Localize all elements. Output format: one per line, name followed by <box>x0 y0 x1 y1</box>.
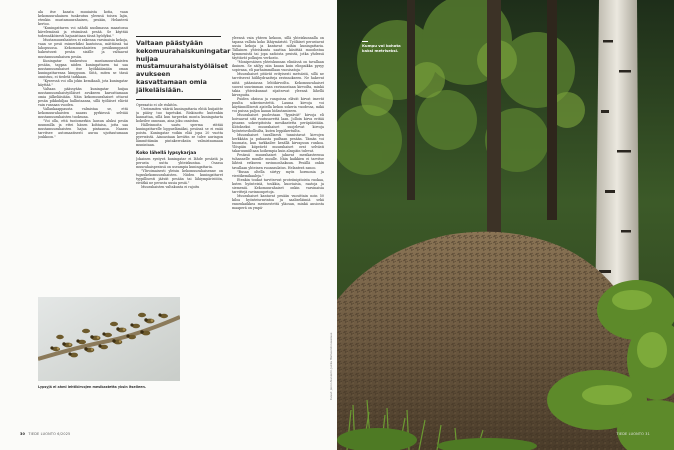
body-paragraph: yleensä vain yhteen kekoon, sillä yhteiskunnalla on tapana vallata koko lähiymäristö. Työläiset perustavat uusia kekoja ja kantavat niihin kuningattaria. Tällainen yhteiskunta saattaa käsittää muodostua kymmenistä tai jopa sadoista pesistä, jotka yhdessä täyttävät polkujen verkosto. <box>232 36 324 61</box>
left-footer <box>20 432 70 436</box>
right-footer: TIEDE LUONTO 31 <box>616 432 650 436</box>
ants-photo <box>38 297 180 381</box>
photo-credit: Kuvat: Jenni Alaniemi, Jukka Hämeenlinnaselaus <box>329 332 333 400</box>
left-column-2 <box>136 103 223 278</box>
footer-publication: TIEDE LUONTO 6/2025 <box>28 432 71 436</box>
section-heading: Koko lähellä lypsykarjaa <box>136 150 197 156</box>
body-paragraph: Etenkin toukat tarvitsevat proteiinipitoista ruokaa, kuten hyönteisiä, toukkia, kuoriaisia, raatoja ja siemeniä. Kekomuurahaiset onkin varsinaisia tarvittejä ravinnonpetoja. <box>232 177 324 194</box>
page-number-left: 30 <box>20 432 26 436</box>
anthill-image <box>337 0 674 450</box>
ants-photo-caption <box>38 385 188 389</box>
body-paragraph: Valtaan päässyään kuningatar huijaa mustamuurahaistyöläiset avukseen kasvattamaan omia jälkeläisiään. Näin kekomuurahaiset ottavat pesän pikkuhiljaa hallintaansa, sillä työläiset elävät vain runsaan vuoden. <box>38 86 128 108</box>
body-paragraph: Pesässä muurahaiset jakavat mesikasteensa tuhannelle muulle muulle. Näin kaikkien ei tarvitse lähteä erikseen ravinnonhakuun. Pesällä onkin tavallaan yhteinen ruoansulatus. Helanterä sanoo. <box>232 153 324 170</box>
right-text-column <box>232 36 324 431</box>
anthill-forest-photo <box>337 0 674 450</box>
body-paragraph: Mustamuurahaisten ei rakenna varsinaisia kekoja, vaan se pesii esimerkiksi kantoissa, mättäissä tai lahopuussa. Kekomuurahaisten pesäkumppanit hakeutuvat pesän sisälle ja valtaavat mustamuurahaisen pesän. <box>38 38 128 59</box>
ants-photo-caption-text: Lypsyjä ei ahmi lehtikirvojen mesikastetta yksin itselleen. <box>38 385 147 389</box>
body-paragraph: "Ylivoimaisesti yleisin kekomuurahaisenne on tupsukekomuurahaisten. Niiden kuningattaret tyypillisesti jäävät pesään tai lähiympäristöön, eivätkä ne perusta uusia pesiä." <box>136 168 223 185</box>
body-paragraph: Muurahaiset kantavat pesään vuosittain noin 50 kiloa hyönteisravintoa ja saaliseläimiä sekä ennenkaikkea mesinestettä yläosan, minkä ansiosta maaperä on ympä- <box>232 193 324 210</box>
body-paragraph: Jokainen syntyvä kuningatar ei lähde pesästä ja perusta uutta yhteiskuntaa. Osassa muurahaispesissä on useampia kuningattaria. <box>136 156 223 169</box>
body-paragraph: "Kuningattaren voi nähdä nuolimassa maastossa kävelemässä ja etsimässä pesää. Se käyttää todennäköisesti hajuaistiaan tässä hyödyksi." <box>38 26 128 39</box>
body-paragraph: Muurahaiset puolestaan "lypsävät" kirvoja eli hoivaavat sitä ruutusavettä laan. Jolloin kirva eritää pisaran sokeripitoista mesikastetta peräpäästään. Kiitokseksi muurahaiset suojelevat kirvoja hyönteisvihollisilta, kuten leppäkertuilta. <box>232 112 324 134</box>
ants-on-twig-image <box>38 297 180 381</box>
body-paragraph: Puiden oksissa ja rungoissa elävät kirvat imevät puulta sokerinestettä. Lauma kirvoja voi käytännöllisesti ajatella kekon sokeria vuodessa, mikä voi puissa paljon kauan hidastamiseen. <box>232 96 324 113</box>
pullquote: Valtaan päästyään kekomuurahaiskuningatar huijaa mustamuurahaistyöläiset avukseen kasvattamaan omia jälkeläisiään. <box>136 36 221 100</box>
body-paragraph: Hälleinnoita saatu sperma riittää kuningattarelle loppuelämäksi, pesässä se ei enää poistu. Kuningatar voikin elää jopa 20 vuotta pyrewästä. Ainoastaan kevätin se tulee auringon lämmittämän pintakerroksiin valmistaumaan munintaan. <box>136 123 223 148</box>
body-paragraph: Muurahaiset tavallisesti tunnistavat kirvojen herkkään ja puhaasta puiltaan pesään. Tämän voi huomata, kun tarkkailee kesällä kirvapuun runkoa. Ylöspäin kiipeävät muurahaiset ovat selvästi takaruumiiltaan hoikempia kuin alaspäin tulevat. <box>232 133 324 154</box>
body-paragraph: "Monipesäisen yhteiskunnan eliniässä on tavallaan ikuinen. Se säilyy niin kauan kuin elinpaikka pysyy sopivana, eli parhaimmillaan vuosisatoja." <box>232 60 324 73</box>
body-paragraph: "Kyseessä voi olla jokin kemikaali, jota kuningatar käyttää." <box>38 78 128 87</box>
body-paragraph: "Busan oltella siirtyy myös hormonia ja viestikemikaaleja." <box>232 169 324 178</box>
body-paragraph: "Voi olla, että tuntomerkin lausun aluksi pesän mummilla ja ettei hänen kohtaisa, jotta saa mustamuurahaisten hajua pintaansa. Naaras tarvitsee automaatisesti aurua ujuttautumaan joukkoon." <box>38 119 128 140</box>
anthill-photo-caption: Kumpu voi kohota kaksi metriseksi. <box>362 43 401 53</box>
body-paragraph: ala itse kasata muuiaista kotia, vaan kekomuurahainen tunkeutuu yleensä toisen lajin, etenkin mustamuurahaisen, pesään, Helanterä kertoo. <box>38 10 128 27</box>
body-paragraph: Muurahaiset pitävät erityisesti metsästä, sillä ne tarvitsevat hiilihydraatteja ravinnokseen. Ne hakevat niitä pääasiassa lehtikirvoilta. Kekomuurahaiset suovat suurimman osan ravinnostaan kirvoilta, minkä takia yhteiskunnat sijaitsevat yleensä lähellä kirvapuita. <box>232 72 324 97</box>
body-paragraph: Kuningatar tunkeutuu mustamuurahaisten pesään, tappaa niiden kuningattaren tai saa mustamuurahaiset itse hyökkäämään oman kuningattarensa kimppuun. Siitä, miten se tässä onnistuu, ei tiedetä tarkkaan. <box>38 58 128 79</box>
body-paragraph: Muurahaisten valtakunta ei rajoitu <box>141 184 200 189</box>
body-paragraph: Operaatio ei ole riskitön. <box>136 103 178 107</box>
left-column-1 <box>38 10 128 290</box>
body-paragraph: Vallankaappausta valmistaa se, että kekomuurahaisten naaras pyrkiessä selviää mustamuurahaisten tuoksuna. <box>38 107 128 120</box>
body-paragraph: Useimmiten vääriä kuningattaria ehtiä huijaiitte ja pääsy tuo tapetuksi. Riskinotto kuitenkin kannattaa, sillä kun tarpeeksi monta kuningatarta kokeilee onneaan, aina joku onnistuu. <box>136 107 223 124</box>
